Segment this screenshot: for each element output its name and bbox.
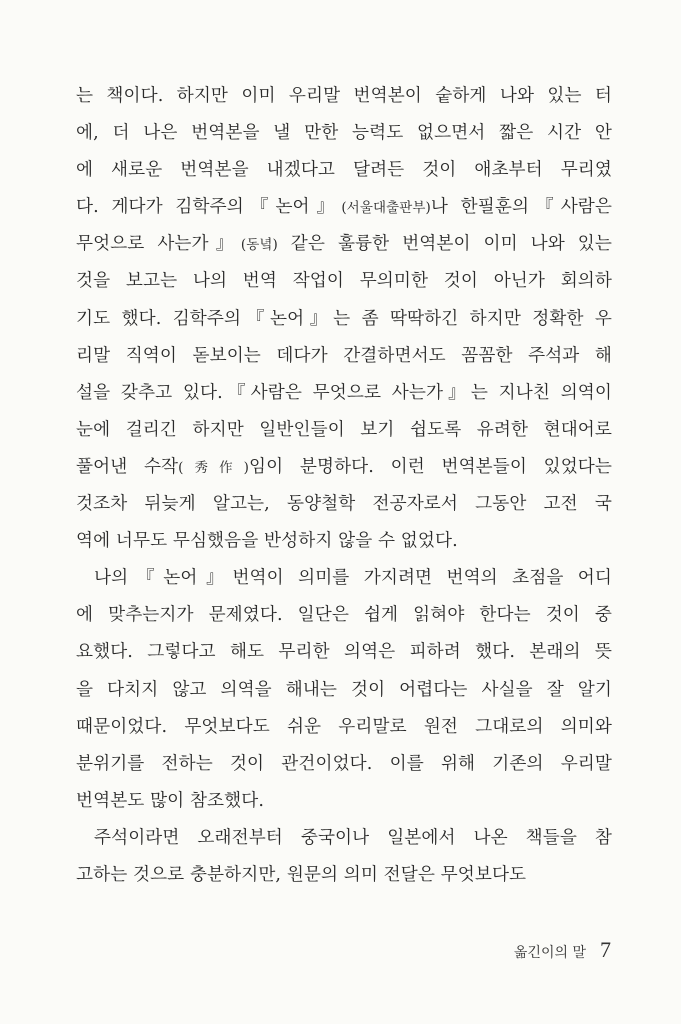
paragraph bbox=[76, 820, 612, 894]
text-line: 요했다. 그렇다고 해도 무리한 의역은 피하려 했다. 본래의 뜻 bbox=[76, 642, 612, 663]
text-segment: 나 한필훈의『사람은 bbox=[430, 197, 613, 218]
text-segment: 임이 분명하다. 이런 번역본들이 있었다는 bbox=[249, 456, 613, 477]
text-line: 눈에 걸리긴 하지만 일반인들이 보기 쉽도록 유려한 현대어로 bbox=[76, 419, 612, 440]
text-line: 는 책이다. 하지만 이미 우리말 번역본이 숱하게 나와 있는 터 bbox=[76, 86, 612, 106]
paragraph bbox=[76, 78, 612, 560]
parenthetical-note: (秀作) bbox=[178, 459, 250, 476]
text-line: 을 다치지 않고 의역을 해내는 것이 어렵다는 사실을 잘 알기 bbox=[76, 679, 612, 700]
text-line: 에 새로운 번역본을 내겠다고 달려든 것이 애초부터 무리였 bbox=[76, 160, 612, 181]
text-line: 고하는 것으로 충분하지만, 원문의 의미 전달은 무엇보다도 bbox=[76, 864, 527, 885]
text-line: 번역본도 많이 참조했다. bbox=[76, 790, 265, 811]
text-segment: 무엇으로 사는가』 bbox=[76, 234, 241, 255]
text-line: 나의『논어』번역이 의미를 가지려면 번역의 초점을 어디 bbox=[94, 568, 612, 589]
parenthetical-note: (동녘) bbox=[240, 237, 278, 254]
text-line: 것을 보고는 나의 번역 작업이 무의미한 것이 아닌가 회의하 bbox=[76, 271, 612, 292]
text-line: 리말 직역이 돋보이는 데다가 간결하면서도 꼼꼼한 주석과 해 bbox=[76, 345, 612, 366]
text-line: 역에 너무도 무심했음을 반성하지 않을 수 없었다. bbox=[76, 531, 458, 552]
text-line: 것조차 뒤늦게 알고는, 동양철학 전공자로서 그동안 고전 국 bbox=[76, 494, 612, 515]
page-number: 7 bbox=[600, 937, 611, 962]
page-footer bbox=[514, 937, 611, 963]
paragraph bbox=[76, 560, 612, 820]
text-line: 에 맞추는지가 문제였다. 일단은 쉽게 읽혀야 한다는 것이 중 bbox=[76, 605, 612, 626]
text-line: 때문이었다. 무엇보다도 쉬운 우리말로 원전 그대로의 의미와 bbox=[76, 716, 612, 737]
text-line: 분위기를 전하는 것이 관건이었다. 이를 위해 기존의 우리말 bbox=[76, 753, 612, 774]
text-line bbox=[76, 449, 612, 486]
body-text bbox=[76, 78, 612, 894]
text-line bbox=[76, 226, 612, 263]
text-line: 설을 갖추고 있다.『사람은 무엇으로 사는가』는 지나친 의역이 bbox=[76, 382, 612, 403]
text-segment: 다. 게다가 김학주의『논어』 bbox=[76, 197, 342, 218]
running-footer-label: 옮긴이의 말 bbox=[513, 945, 586, 961]
text-line: 기도 했다. 김학주의『논어』는 좀 딱딱하긴 하지만 정확한 우 bbox=[76, 308, 612, 329]
parenthetical-note: (서울대출판부) bbox=[341, 200, 431, 217]
text-segment: 풀어낸 수작 bbox=[76, 456, 179, 477]
text-line: 주석이라면 오래전부터 중국이나 일본에서 나온 책들을 참 bbox=[94, 827, 612, 848]
text-line: 에, 더 나은 번역본을 낼 만한 능력도 없으면서 짧은 시간 안 bbox=[76, 123, 612, 144]
text-line bbox=[76, 189, 612, 226]
text-segment: 같은 훌륭한 번역본이 이미 나와 있는 bbox=[277, 234, 613, 255]
